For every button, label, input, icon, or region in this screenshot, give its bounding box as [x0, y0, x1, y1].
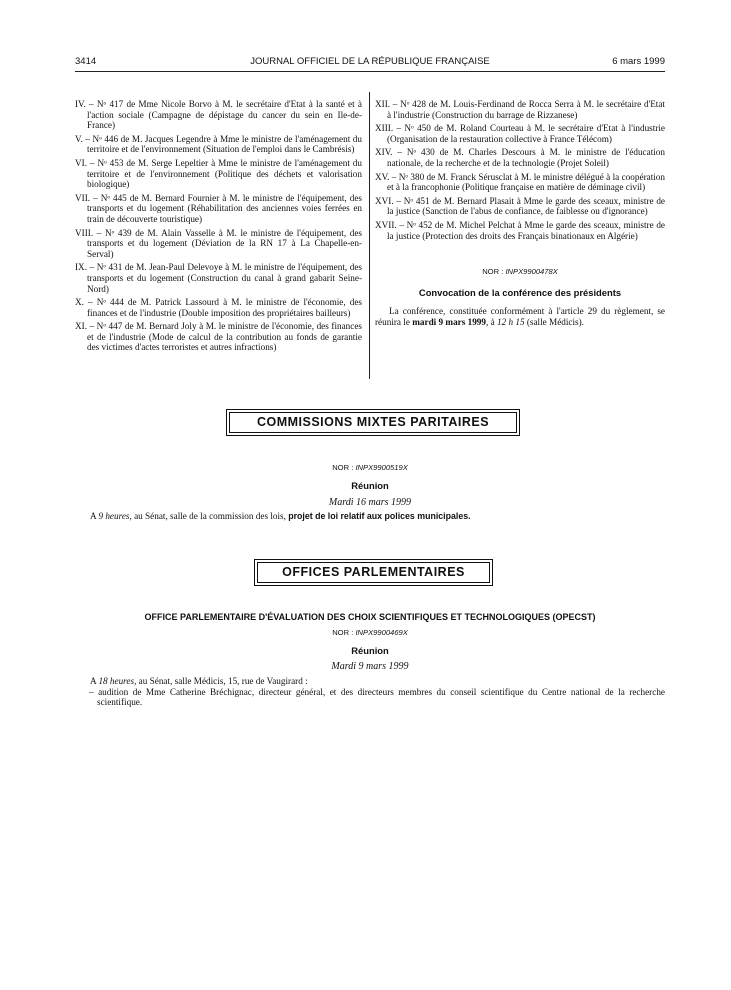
nor-code: INPX9900469X [355, 628, 408, 637]
offices-reunion-heading: Réunion [351, 645, 389, 656]
question-item: XVI. – Nᵒ 451 de M. Bernard Plasait à Mme le garde des sceaux, ministre de la justice (Sanction de l'abus de confiance, de faiblesse ou d'ignorance) [375, 195, 665, 217]
convocation-text [375, 306, 665, 327]
convocation-text-before: La conférence, constituée conformément à l'article 29 du règlement, se réunira le [375, 306, 665, 327]
issue-date: 6 mars 1999 [612, 56, 665, 67]
offices-title: OFFICES PARLEMENTAIRES [257, 562, 490, 583]
cmp-box-title [226, 409, 520, 436]
question-item: XIV. – Nᵒ 430 de M. Charles Descours à M. le ministre de l'éducation nationale, de la recherche et de la technologie (Projet Soleil) [375, 147, 665, 168]
convocation-date: mardi 9 mars 1999 [412, 316, 486, 327]
convocation-time: 12 h 15 [496, 316, 525, 327]
offices-time: 18 heures [98, 676, 135, 686]
journal-title: JOURNAL OFFICIEL DE LA RÉPUBLIQUE FRANÇAISE [250, 56, 490, 67]
cmp-reunion-heading: Réunion [351, 480, 389, 491]
question-item: XII. – Nᵒ 428 de M. Louis-Ferdinand de Rocca Serra à M. le secrétaire d'Etat à l'industrie (Construction du barrage de Rizzanese) [375, 99, 665, 120]
offices-reunion-detail [75, 676, 665, 687]
offices-section [75, 612, 665, 708]
offices-reunion-date: Mardi 9 mars 1999 [331, 661, 409, 672]
cmp-title: COMMISSIONS MIXTES PARITAIRES [229, 412, 517, 433]
question-item: V. – Nᵒ 446 de M. Jacques Legendre à Mme le ministre de l'aménagement du territoire et de l'environnement (Situation de l'emploi dans le Cambrésis) [75, 133, 362, 155]
right-column [375, 99, 665, 328]
question-item: XVII. – Nᵒ 452 de M. Michel Pelchat à Mme le garde des sceaux, ministre de la justice (Protection des droits des Français binationaux en Algérie) [375, 219, 665, 241]
nor-label: NOR : [332, 463, 354, 472]
question-item: IV. – Nᵒ 417 de Mme Nicole Borvo à M. le secrétaire d'Etat à la santé et à l'action sociale (Campagne de dépistage du cancer du sein en Ile-de-France) [75, 99, 362, 131]
offices-box-title [254, 559, 493, 586]
question-item: VII. – Nᵒ 445 de M. Bernard Fournier à M. le ministre de l'équipement, des transports et du logement (Réhabilitation des anciennes voies ferrées en train de découverte touristique) [75, 192, 362, 224]
nor-code: INPX9900519X [355, 463, 408, 472]
nor-code: INPX9900478X [505, 267, 558, 277]
offices-line-a: A [90, 676, 97, 686]
nor-reference [75, 628, 665, 637]
cmp-line-a: A [90, 511, 97, 521]
cmp-bill-title: projet de loi relatif aux polices municipales. [288, 511, 471, 521]
nor-label: NOR : [332, 628, 354, 637]
offices-line-text: , au Sénat, salle Médicis, 15, rue de Vaugirard : [134, 676, 308, 686]
cmp-section [75, 463, 665, 522]
page-header [75, 56, 665, 70]
column-divider [369, 92, 370, 379]
nor-reference [75, 463, 665, 472]
question-item: XV. – Nᵒ 380 de M. Franck Sérusclat à M. le ministre délégué à la coopération et à la francophonie (Politique française en matière de déminage civil) [375, 171, 665, 193]
convocation-text-mid: , à [486, 316, 495, 327]
convocation-text-after: (salle Médicis). [526, 316, 584, 327]
nor-reference [375, 267, 665, 278]
nor-label: NOR : [482, 267, 504, 277]
question-item: X. – Nᵒ 444 de M. Patrick Lassourd à M. le ministre de l'économie, des finances et de l'industrie (Double imposition des propriétaires bailleurs) [75, 297, 362, 318]
question-item: VIII. – Nᵒ 439 de M. Alain Vasselle à M. le ministre de l'équipement, des transports et du logement (Déviation de la RN 17 à La Chapelle-en-Serval) [75, 227, 362, 259]
office-heading: OFFICE PARLEMENTAIRE D'ÉVALUATION DES CHOIX SCIENTIFIQUES ET TECHNOLOGIQUES (OPECST) [144, 612, 596, 622]
cmp-line-text: , au Sénat, salle de la commission des lois, [129, 511, 286, 521]
convocation-heading: Convocation de la conférence des présidents [418, 286, 622, 298]
question-item: VI. – Nᵒ 453 de M. Serge Lepeltier à Mme le ministre de l'aménagement du territoire et de l'environnement (Politique des déchets et valorisation biologique) [75, 157, 362, 190]
cmp-reunion-detail [75, 511, 665, 522]
offices-audition-item: – audition de Mme Catherine Bréchignac, directeur général, et des directeurs membres du conseil scientifique du Centre national de la recherche scientifique. [89, 686, 665, 708]
question-item: IX. – Nᵒ 431 de M. Jean-Paul Delevoye à M. le ministre de l'équipement, des transports et du logement (Construction du canal à grand gabarit Seine-Nord) [75, 262, 362, 294]
question-item: XIII. – Nᵒ 450 de M. Roland Courteau à M. le secrétaire d'Etat à l'industrie (Organisation de la restauration collective à France Télécom) [375, 123, 665, 144]
page-number: 3414 [75, 56, 97, 67]
left-column [75, 99, 362, 356]
cmp-reunion-date: Mardi 16 mars 1999 [328, 497, 412, 508]
question-item: XI. – Nᵒ 447 de M. Bernard Joly à M. le ministre de l'économie, des finances et de l'industrie (Mode de calcul de la contribution au fonds de garantie des victimes d'actes terroristes et autres infractions) [75, 321, 362, 353]
cmp-time: 9 heures [98, 511, 130, 521]
header-rule [75, 71, 665, 72]
